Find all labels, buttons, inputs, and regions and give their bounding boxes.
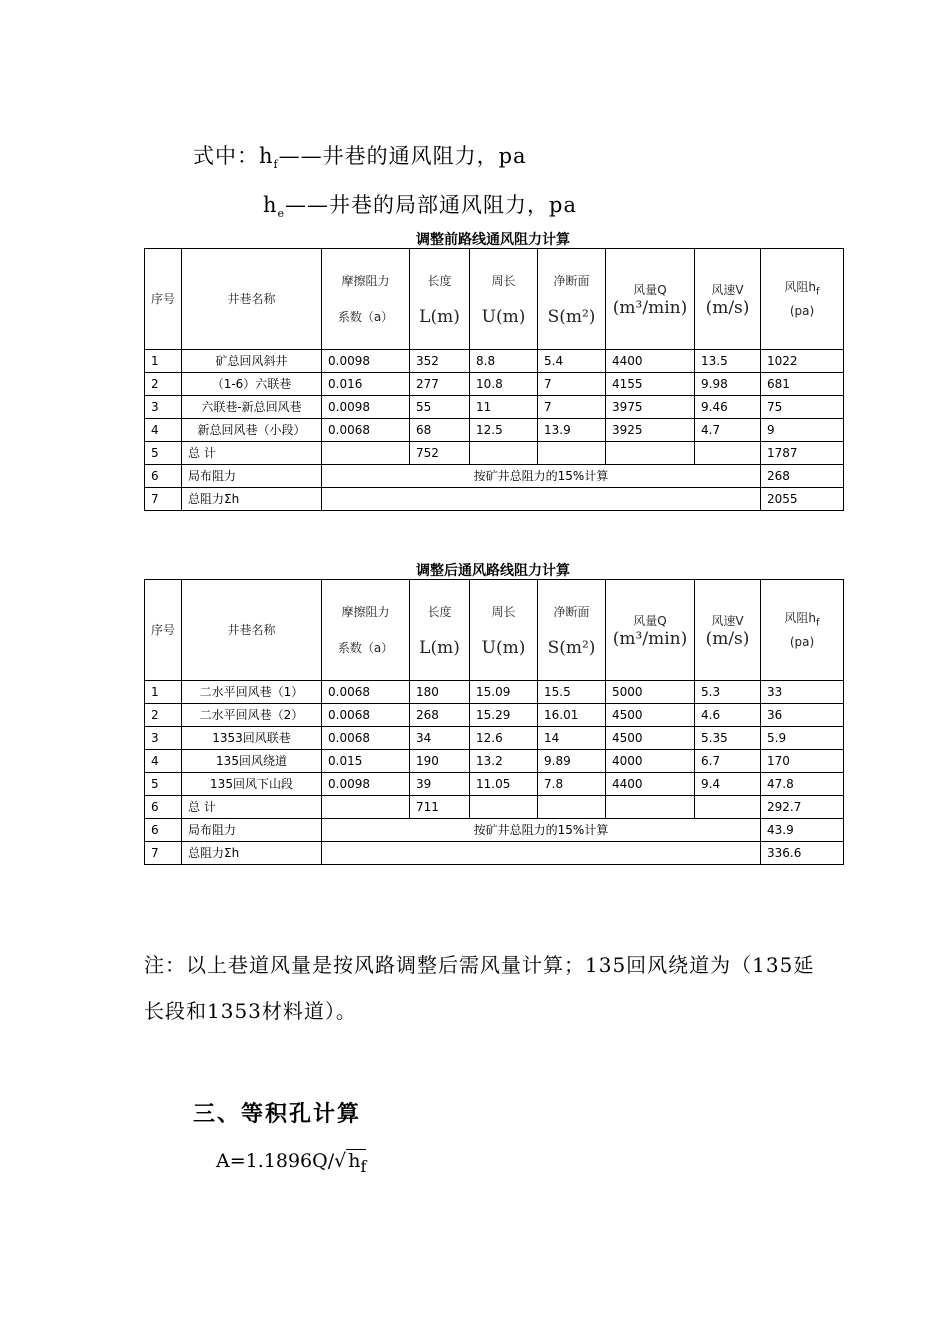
cell-q: 4500 bbox=[606, 727, 695, 750]
table-note: 注：以上巷道风量是按风路调整后需风量计算；135回风绕道为（135延长段和1353材料道）。 bbox=[144, 953, 815, 1023]
cell-u: 10.8 bbox=[470, 373, 538, 396]
cell-v: 9.98 bbox=[695, 373, 761, 396]
header-length: 长度 L(m) bbox=[410, 249, 470, 350]
header-resistance: 风阻$h_f$ (pa) bbox=[761, 580, 844, 681]
equivalent-orifice-formula: A=1.1896Q/√ $h_f$ bbox=[216, 1150, 367, 1176]
table-after-adjustment bbox=[144, 579, 844, 865]
table2-sum-row: 7 总阻力Σh 336.6 bbox=[145, 842, 844, 865]
table2-header-row bbox=[145, 580, 844, 681]
header-no: 序号 bbox=[145, 249, 182, 350]
cell-q: 4155 bbox=[606, 373, 695, 396]
cell-u: 8.8 bbox=[470, 350, 538, 373]
table-row bbox=[145, 396, 844, 419]
cell-v: 9.4 bbox=[695, 773, 761, 796]
cell-l: 268 bbox=[410, 704, 470, 727]
cell-name: 二水平回风巷（2） bbox=[182, 704, 322, 727]
cell-name: 矿总回风斜井 bbox=[182, 350, 322, 373]
cell-no: 1 bbox=[145, 681, 182, 704]
cell-name: 135回风下山段 bbox=[182, 773, 322, 796]
cell-s: 16.01 bbox=[538, 704, 606, 727]
cell-a: 0.016 bbox=[322, 373, 410, 396]
cell-s: 5.4 bbox=[538, 350, 606, 373]
table-before-adjustment bbox=[144, 248, 844, 511]
table1-local-row: 6 局布阻力 按矿井总阻力的15%计算 268 bbox=[145, 465, 844, 488]
table2-caption: 调整后通风路线阻力计算 bbox=[416, 563, 570, 579]
cell-l: 277 bbox=[410, 373, 470, 396]
cell-no: 3 bbox=[145, 396, 182, 419]
cell-name: 1353回风联巷 bbox=[182, 727, 322, 750]
table-row bbox=[145, 727, 844, 750]
table-row bbox=[145, 773, 844, 796]
header-velocity: 风速V (m/s) bbox=[695, 580, 761, 681]
cell-name: 135回风绕道 bbox=[182, 750, 322, 773]
cell-h: 75 bbox=[761, 396, 844, 419]
cell-no: 4 bbox=[145, 750, 182, 773]
cell-a: 0.0068 bbox=[322, 727, 410, 750]
cell-a: 0.0068 bbox=[322, 419, 410, 442]
definition-he: $h_e——$井巷的局部通风阻力，pa bbox=[263, 193, 578, 221]
table-row bbox=[145, 704, 844, 727]
table1-header-row bbox=[145, 249, 844, 350]
cell-name: 新总回风巷（小段） bbox=[182, 419, 322, 442]
table1-caption: 调整前路线通风阻力计算 bbox=[416, 232, 570, 248]
cell-v: 4.7 bbox=[695, 419, 761, 442]
header-resistance: 风阻$h_f$ (pa) bbox=[761, 249, 844, 350]
header-no: 序号 bbox=[145, 580, 182, 681]
cell-u: 15.29 bbox=[470, 704, 538, 727]
cell-s: 15.5 bbox=[538, 681, 606, 704]
cell-no: 5 bbox=[145, 773, 182, 796]
cell-q: 4500 bbox=[606, 704, 695, 727]
header-coef: 摩擦阻力 系数（a） bbox=[322, 580, 410, 681]
cell-s: 7.8 bbox=[538, 773, 606, 796]
cell-a: 0.0098 bbox=[322, 396, 410, 419]
cell-u: 11.05 bbox=[470, 773, 538, 796]
cell-h: 47.8 bbox=[761, 773, 844, 796]
header-airflow: 风量Q (m³/min) bbox=[606, 249, 695, 350]
table1-sum-row: 7 总阻力Σh 2055 bbox=[145, 488, 844, 511]
cell-no: 2 bbox=[145, 704, 182, 727]
header-velocity: 风速V (m/s) bbox=[695, 249, 761, 350]
table-row bbox=[145, 750, 844, 773]
table-row bbox=[145, 681, 844, 704]
cell-v: 4.6 bbox=[695, 704, 761, 727]
cell-q: 5000 bbox=[606, 681, 695, 704]
cell-s: 7 bbox=[538, 373, 606, 396]
cell-a: 0.0068 bbox=[322, 681, 410, 704]
cell-q: 3975 bbox=[606, 396, 695, 419]
header-airflow: 风量Q (m³/min) bbox=[606, 580, 695, 681]
cell-no: 3 bbox=[145, 727, 182, 750]
cell-s: 7 bbox=[538, 396, 606, 419]
cell-l: 190 bbox=[410, 750, 470, 773]
header-length: 长度 L(m) bbox=[410, 580, 470, 681]
cell-name: （1-6）六联巷 bbox=[182, 373, 322, 396]
cell-q: 4400 bbox=[606, 773, 695, 796]
table-row bbox=[145, 373, 844, 396]
cell-no: 1 bbox=[145, 350, 182, 373]
section-heading: 三、等积孔计算 bbox=[193, 1102, 362, 1127]
cell-a: 0.015 bbox=[322, 750, 410, 773]
cell-q: 3925 bbox=[606, 419, 695, 442]
cell-h: 36 bbox=[761, 704, 844, 727]
cell-v: 13.5 bbox=[695, 350, 761, 373]
cell-u: 11 bbox=[470, 396, 538, 419]
cell-v: 5.35 bbox=[695, 727, 761, 750]
cell-name: 六联巷-新总回风巷 bbox=[182, 396, 322, 419]
header-area: 净断面 S(m²) bbox=[538, 249, 606, 350]
cell-u: 13.2 bbox=[470, 750, 538, 773]
cell-v: 6.7 bbox=[695, 750, 761, 773]
cell-a: 0.0098 bbox=[322, 350, 410, 373]
cell-h: 1022 bbox=[761, 350, 844, 373]
cell-l: 180 bbox=[410, 681, 470, 704]
table-row bbox=[145, 419, 844, 442]
definition-hf: 式中：$h_f——$井巷的通风阻力，pa bbox=[193, 144, 527, 172]
cell-h: 33 bbox=[761, 681, 844, 704]
cell-no: 2 bbox=[145, 373, 182, 396]
cell-v: 5.3 bbox=[695, 681, 761, 704]
cell-v: 9.46 bbox=[695, 396, 761, 419]
cell-h: 170 bbox=[761, 750, 844, 773]
cell-no: 4 bbox=[145, 419, 182, 442]
table-row bbox=[145, 350, 844, 373]
header-name: 井巷名称 bbox=[182, 249, 322, 350]
cell-h: 681 bbox=[761, 373, 844, 396]
cell-s: 9.89 bbox=[538, 750, 606, 773]
cell-a: 0.0068 bbox=[322, 704, 410, 727]
cell-s: 14 bbox=[538, 727, 606, 750]
cell-l: 55 bbox=[410, 396, 470, 419]
cell-l: 68 bbox=[410, 419, 470, 442]
table2-total-row: 6 总 计 711 292.7 bbox=[145, 796, 844, 819]
cell-u: 15.09 bbox=[470, 681, 538, 704]
cell-q: 4000 bbox=[606, 750, 695, 773]
cell-u: 12.5 bbox=[470, 419, 538, 442]
cell-l: 39 bbox=[410, 773, 470, 796]
cell-l: 34 bbox=[410, 727, 470, 750]
table2-local-row: 6 局布阻力 按矿井总阻力的15%计算 43.9 bbox=[145, 819, 844, 842]
header-name: 井巷名称 bbox=[182, 580, 322, 681]
header-perimeter: 周长 U(m) bbox=[470, 580, 538, 681]
header-area: 净断面 S(m²) bbox=[538, 580, 606, 681]
header-perimeter: 周长 U(m) bbox=[470, 249, 538, 350]
cell-h: 5.9 bbox=[761, 727, 844, 750]
cell-s: 13.9 bbox=[538, 419, 606, 442]
cell-u: 12.6 bbox=[470, 727, 538, 750]
cell-h: 9 bbox=[761, 419, 844, 442]
header-coef: 摩擦阻力 系数（a） bbox=[322, 249, 410, 350]
cell-name: 二水平回风巷（1） bbox=[182, 681, 322, 704]
cell-q: 4400 bbox=[606, 350, 695, 373]
cell-l: 352 bbox=[410, 350, 470, 373]
table1-total-row: 5 总 计 752 1787 bbox=[145, 442, 844, 465]
cell-a: 0.0098 bbox=[322, 773, 410, 796]
